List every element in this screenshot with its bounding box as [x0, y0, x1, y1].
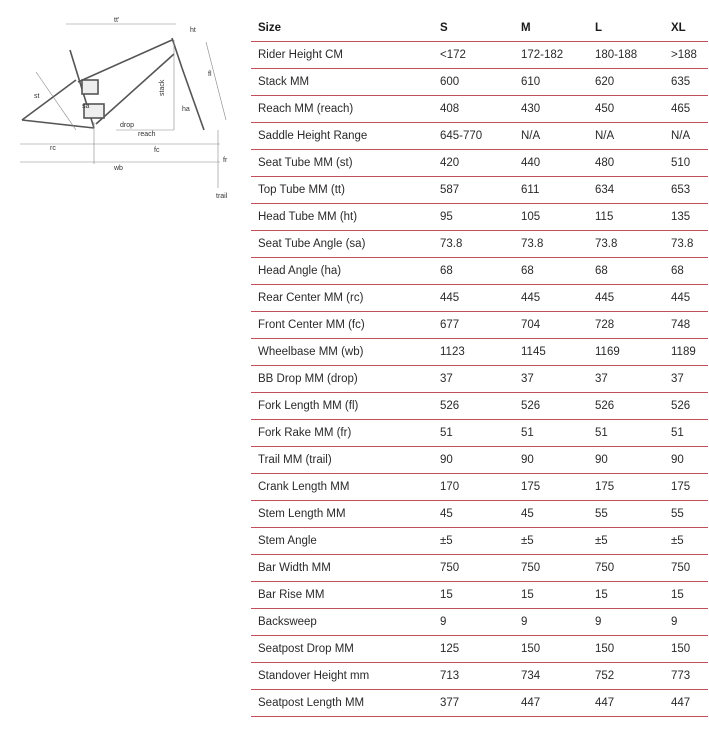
cell-value: 447: [588, 690, 664, 717]
cell-value: 15: [514, 582, 588, 609]
cell-value: 713: [433, 663, 514, 690]
cell-value: 125: [433, 636, 514, 663]
cell-value: 73.8: [664, 231, 708, 258]
cell-value: 408: [433, 96, 514, 123]
table-body: [251, 42, 708, 717]
header-size-l: L: [588, 15, 664, 42]
row-label: Trail MM (trail): [251, 447, 433, 474]
table-row: [251, 420, 708, 447]
cell-value: 445: [433, 285, 514, 312]
cell-value: 15: [588, 582, 664, 609]
cell-value: 704: [514, 312, 588, 339]
cell-value: 600: [433, 69, 514, 96]
table-row: [251, 528, 708, 555]
cell-value: 68: [433, 258, 514, 285]
cell-value: ±5: [664, 528, 708, 555]
label-wb: wb: [114, 165, 123, 172]
table-row: [251, 231, 708, 258]
cell-value: 510: [664, 150, 708, 177]
cell-value: 1123: [433, 339, 514, 366]
cell-value: 175: [664, 474, 708, 501]
cell-value: 750: [433, 555, 514, 582]
cell-value: N/A: [588, 123, 664, 150]
cell-value: 55: [588, 501, 664, 528]
cell-value: 68: [514, 258, 588, 285]
label-stack: stack: [159, 79, 166, 96]
cell-value: 105: [514, 204, 588, 231]
table-row: [251, 150, 708, 177]
cell-value: 1189: [664, 339, 708, 366]
cell-value: 150: [588, 636, 664, 663]
row-label: Fork Length MM (fl): [251, 393, 433, 420]
cell-value: 51: [433, 420, 514, 447]
cell-value: 445: [588, 285, 664, 312]
cell-value: 635: [664, 69, 708, 96]
cell-value: 37: [514, 366, 588, 393]
table-row: [251, 69, 708, 96]
cell-value: 748: [664, 312, 708, 339]
row-label: Crank Length MM: [251, 474, 433, 501]
cell-value: 15: [433, 582, 514, 609]
row-label: Head Angle (ha): [251, 258, 433, 285]
cell-value: ±5: [588, 528, 664, 555]
cell-value: 51: [588, 420, 664, 447]
table-row: [251, 96, 708, 123]
row-label: Seatpost Drop MM: [251, 636, 433, 663]
label-drop: drop: [120, 122, 135, 129]
table-row: [251, 285, 708, 312]
cell-value: 1169: [588, 339, 664, 366]
table-header-row: [251, 15, 708, 42]
cell-value: N/A: [664, 123, 708, 150]
cell-value: 610: [514, 69, 588, 96]
cell-value: 45: [433, 501, 514, 528]
cell-value: 750: [664, 555, 708, 582]
row-label: Head Tube MM (ht): [251, 204, 433, 231]
cell-value: 634: [588, 177, 664, 204]
table-row: [251, 636, 708, 663]
cell-value: 37: [433, 366, 514, 393]
cell-value: 773: [664, 663, 708, 690]
cell-value: 150: [514, 636, 588, 663]
label-trail: trail: [216, 193, 228, 200]
table-row: [251, 123, 708, 150]
cell-value: 15: [664, 582, 708, 609]
geometry-diagram: [6, 12, 242, 204]
cell-value: 750: [588, 555, 664, 582]
cell-value: 587: [433, 177, 514, 204]
cell-value: 480: [588, 150, 664, 177]
table-row: [251, 42, 708, 69]
row-label: Bar Rise MM: [251, 582, 433, 609]
table-row: [251, 582, 708, 609]
row-label: Backsweep: [251, 609, 433, 636]
table-row: [251, 339, 708, 366]
cell-value: 37: [664, 366, 708, 393]
table-row: [251, 447, 708, 474]
cell-value: 73.8: [588, 231, 664, 258]
row-label: Wheelbase MM (wb): [251, 339, 433, 366]
label-fr: fr: [223, 157, 228, 164]
row-label: Seatpost Length MM: [251, 690, 433, 717]
row-label: Seat Tube MM (st): [251, 150, 433, 177]
cell-value: 465: [664, 96, 708, 123]
cell-value: <172: [433, 42, 514, 69]
cell-value: 51: [514, 420, 588, 447]
header-size-s: S: [433, 15, 514, 42]
cell-value: 526: [664, 393, 708, 420]
cell-value: 728: [588, 312, 664, 339]
row-label: Stem Angle: [251, 528, 433, 555]
cell-value: 445: [514, 285, 588, 312]
label-fc: fc: [154, 147, 160, 154]
row-label: Rear Center MM (rc): [251, 285, 433, 312]
cell-value: 526: [514, 393, 588, 420]
cell-value: 51: [664, 420, 708, 447]
row-label: Rider Height CM: [251, 42, 433, 69]
row-label: BB Drop MM (drop): [251, 366, 433, 393]
cell-value: 73.8: [433, 231, 514, 258]
row-label: Front Center MM (fc): [251, 312, 433, 339]
cell-value: ±5: [433, 528, 514, 555]
cell-value: 9: [514, 609, 588, 636]
cell-value: 90: [514, 447, 588, 474]
table-row: [251, 663, 708, 690]
cell-value: 752: [588, 663, 664, 690]
table-row: [251, 393, 708, 420]
table-row: [251, 609, 708, 636]
cell-value: 611: [514, 177, 588, 204]
cell-value: 68: [588, 258, 664, 285]
cell-value: 526: [433, 393, 514, 420]
label-st: st: [34, 93, 40, 100]
cell-value: 68: [664, 258, 708, 285]
cell-value: 440: [514, 150, 588, 177]
cell-value: 750: [514, 555, 588, 582]
row-label: Top Tube MM (tt): [251, 177, 433, 204]
cell-value: 653: [664, 177, 708, 204]
cell-value: 645-770: [433, 123, 514, 150]
cell-value: N/A: [514, 123, 588, 150]
cell-value: 677: [433, 312, 514, 339]
frame-outline: [22, 38, 204, 130]
cell-value: 115: [588, 204, 664, 231]
cell-value: 734: [514, 663, 588, 690]
cell-value: 172-182: [514, 42, 588, 69]
cell-value: 447: [664, 690, 708, 717]
cell-value: ±5: [514, 528, 588, 555]
cell-value: 150: [664, 636, 708, 663]
table-row: [251, 555, 708, 582]
cell-value: 1145: [514, 339, 588, 366]
table-row: [251, 690, 708, 717]
cell-value: 90: [433, 447, 514, 474]
cell-value: 175: [588, 474, 664, 501]
label-tt: tt': [114, 17, 120, 24]
row-label: Seat Tube Angle (sa): [251, 231, 433, 258]
label-rc: rc: [50, 145, 56, 152]
cell-value: 37: [588, 366, 664, 393]
cell-value: 170: [433, 474, 514, 501]
cell-value: 445: [664, 285, 708, 312]
cell-value: 9: [664, 609, 708, 636]
geometry-table: [251, 15, 708, 717]
row-label: Fork Rake MM (fr): [251, 420, 433, 447]
cell-value: 175: [514, 474, 588, 501]
row-label: Saddle Height Range: [251, 123, 433, 150]
cell-value: 377: [433, 690, 514, 717]
label-ht: ht: [190, 27, 196, 34]
table-row: [251, 204, 708, 231]
cell-value: 135: [664, 204, 708, 231]
row-label: Stack MM: [251, 69, 433, 96]
row-label: Reach MM (reach): [251, 96, 433, 123]
label-reach: reach: [138, 131, 156, 138]
row-label: Bar Width MM: [251, 555, 433, 582]
header-size-xl: XL: [664, 15, 708, 42]
cell-value: 9: [433, 609, 514, 636]
cell-value: 620: [588, 69, 664, 96]
label-fl: fl: [208, 71, 212, 78]
cell-value: 73.8: [514, 231, 588, 258]
cell-value: 420: [433, 150, 514, 177]
cell-value: 450: [588, 96, 664, 123]
table-row: [251, 474, 708, 501]
cell-value: 430: [514, 96, 588, 123]
label-sa: sa: [82, 103, 90, 110]
header-size: Size: [251, 15, 433, 42]
cell-value: 90: [664, 447, 708, 474]
cell-value: 45: [514, 501, 588, 528]
cell-value: 447: [514, 690, 588, 717]
row-label: Stem Length MM: [251, 501, 433, 528]
row-label: Standover Height mm: [251, 663, 433, 690]
cell-value: 180-188: [588, 42, 664, 69]
header-size-m: M: [514, 15, 588, 42]
table-row: [251, 501, 708, 528]
table-row: [251, 312, 708, 339]
label-ha: ha: [182, 106, 190, 113]
cell-value: 95: [433, 204, 514, 231]
table-row: [251, 177, 708, 204]
cell-value: 9: [588, 609, 664, 636]
cell-value: 526: [588, 393, 664, 420]
cell-value: >188: [664, 42, 708, 69]
cell-value: 90: [588, 447, 664, 474]
cell-value: 55: [664, 501, 708, 528]
table-row: [251, 258, 708, 285]
table-row: [251, 366, 708, 393]
